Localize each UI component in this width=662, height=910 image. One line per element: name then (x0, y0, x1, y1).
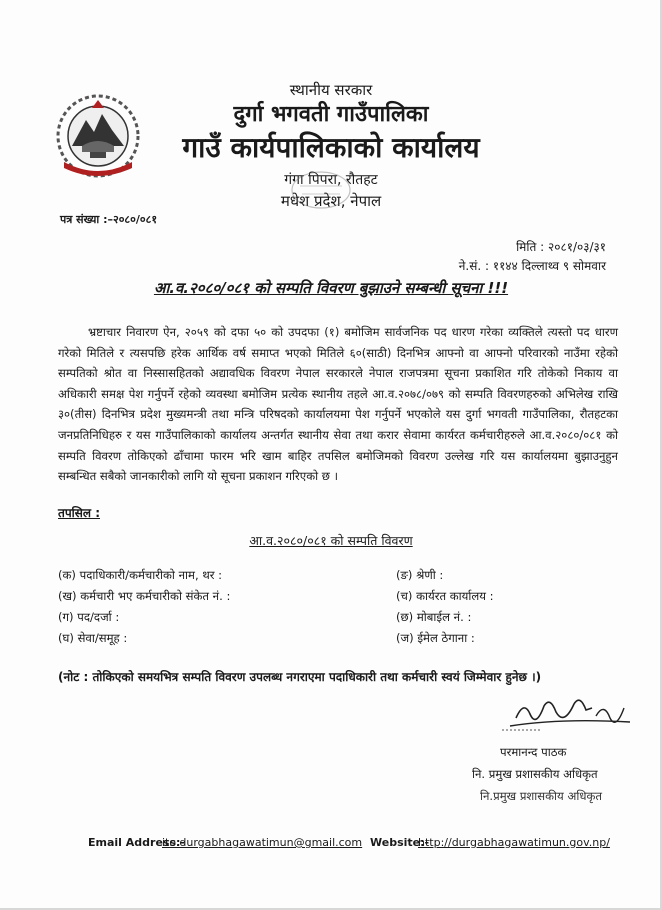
notice-subject: आ.व.२०८०/०८१ को सम्पति विवरण बुझाउने सम्बन्धी सूचना !!! (153, 279, 509, 297)
handwritten-signature-icon (500, 688, 640, 736)
signatory-title-stamp: नि.प्रमुख प्रशासकीय अधिकृत (480, 789, 602, 803)
field-class: (ङ) श्रेणी : (396, 568, 444, 582)
field-name: (क) पदाधिकारी/कर्मचारीको नाम, थर : (58, 568, 223, 582)
footer-email-label: Email Address:- (88, 836, 185, 849)
field-service-group: (घ) सेवा/समूह : (58, 631, 128, 645)
header-office-name: गाउँ कार्यपालिकाको कार्यालय (182, 131, 480, 164)
schedule-label: तपसिल : (58, 506, 100, 520)
schedule-title: आ.व.२०८०/०८१ को सम्पति विवरण (249, 533, 413, 548)
signatory-title: नि. प्रमुख प्रशासकीय अधिकृत (472, 767, 598, 781)
header-province: मधेश प्रदेश, नेपाल (280, 192, 382, 210)
notice-body: भ्रष्टाचार निवारण ऐन, २०५९ को दफा ५० को उपदफा (१) बमोजिम सार्वजनिक पद धारण गरेका व्यक्तिले त्यस्तो पद धारण गरेको मितिले र त्यसपछि हरेक आर्थिक वर्ष समाप्त भएको मितिले ६०(साठी) दिनभित्र आफ्नो वा आफ्नो परिवारको नाउँमा रहेको सम्पतिको श्रोत वा निस्सासहितको अद्यावधिक विवरण नेपाल सरकारले नेपाल राजपत्रमा सूचना प्रकाशित गरि तोकेको निकाय वा अधिकारी समक्ष पेश गर्नुपर्ने रहेको व्यवस्था बमोजिम प्रत्येक स्थानीय तहले आ.व.२०७८/०७९ को सम्पति विवरणहरुको अभिलेख राखि ३०(तीस) दिनभित्र प्रदेश मुख्यमन्त्री तथा मन्त्रि परिषदको कार्यालयमा पेश गर्नुपर्ने भएकोले यस दुर्गा भगवती गाउँपालिका, रौतहटका जनप्रतिनिधिहरु र यस गाउँपालिकाको कार्यालय अन्तर्गत स्थानीय सेवा तथा करार सेवामा कार्यरत कर्मचारीहरुले आ.व.२०८०/०८१ को सम्पति विवरण तोकिएको ढाँचामा फारम भरि खाम बाहिर तपसिल बमोजिमको विवरण उल्लेख गरि यस कार्यालयमा बुझाउनुहुन सम्बन्धित सबैको जानकारीको लागि यो सूचना प्रकाशन गरिएको छ । (58, 325, 618, 484)
office-stamp-icon (290, 170, 352, 210)
letter-date-nepal-sambat: ने.सं. : ११४४ दिल्लाथ्व ९ सोमवार (458, 259, 606, 273)
field-mobile: (छ) मोबाईल नं. : (396, 610, 472, 624)
field-employee-code: (ख) कर्मचारी भए कर्मचारीको संकेत नं. : (58, 589, 231, 603)
header-local-government: स्थानीय सरकार (289, 81, 373, 99)
header-municipality-name: दुर्गा भगवती गाउँपालिका (233, 102, 429, 127)
notice-note: (नोट : तोकिएको समयभित्र सम्पति विवरण उपलब्ध नगराएमा पदाधिकारी तथा कर्मचारी स्वयं जिम्मेवार हुनेछ ।) (58, 670, 542, 684)
field-working-office: (च) कार्यरत कार्यालय : (396, 589, 494, 603)
footer-website-link[interactable]: http://durgabhagawatimun.gov.np/ (418, 836, 610, 849)
letter-date: मिति : २०८१/०३/३१ (516, 240, 606, 254)
signatory-name: परमानन्द पाठक (500, 745, 567, 759)
field-email: (ज) ईमेल ठेगाना : (396, 631, 475, 645)
field-post: (ग) पद/दर्जा : (58, 610, 120, 624)
footer-email-link[interactable]: ito.durgabhagawatimun@gmail.com (162, 836, 363, 849)
footer-website-label: Website:- (370, 836, 430, 849)
letter-reference-number: पत्र संख्या :–२०८०/०८१ (60, 213, 158, 226)
header-address: गंगा पिपरा, रौतहट (284, 172, 378, 188)
